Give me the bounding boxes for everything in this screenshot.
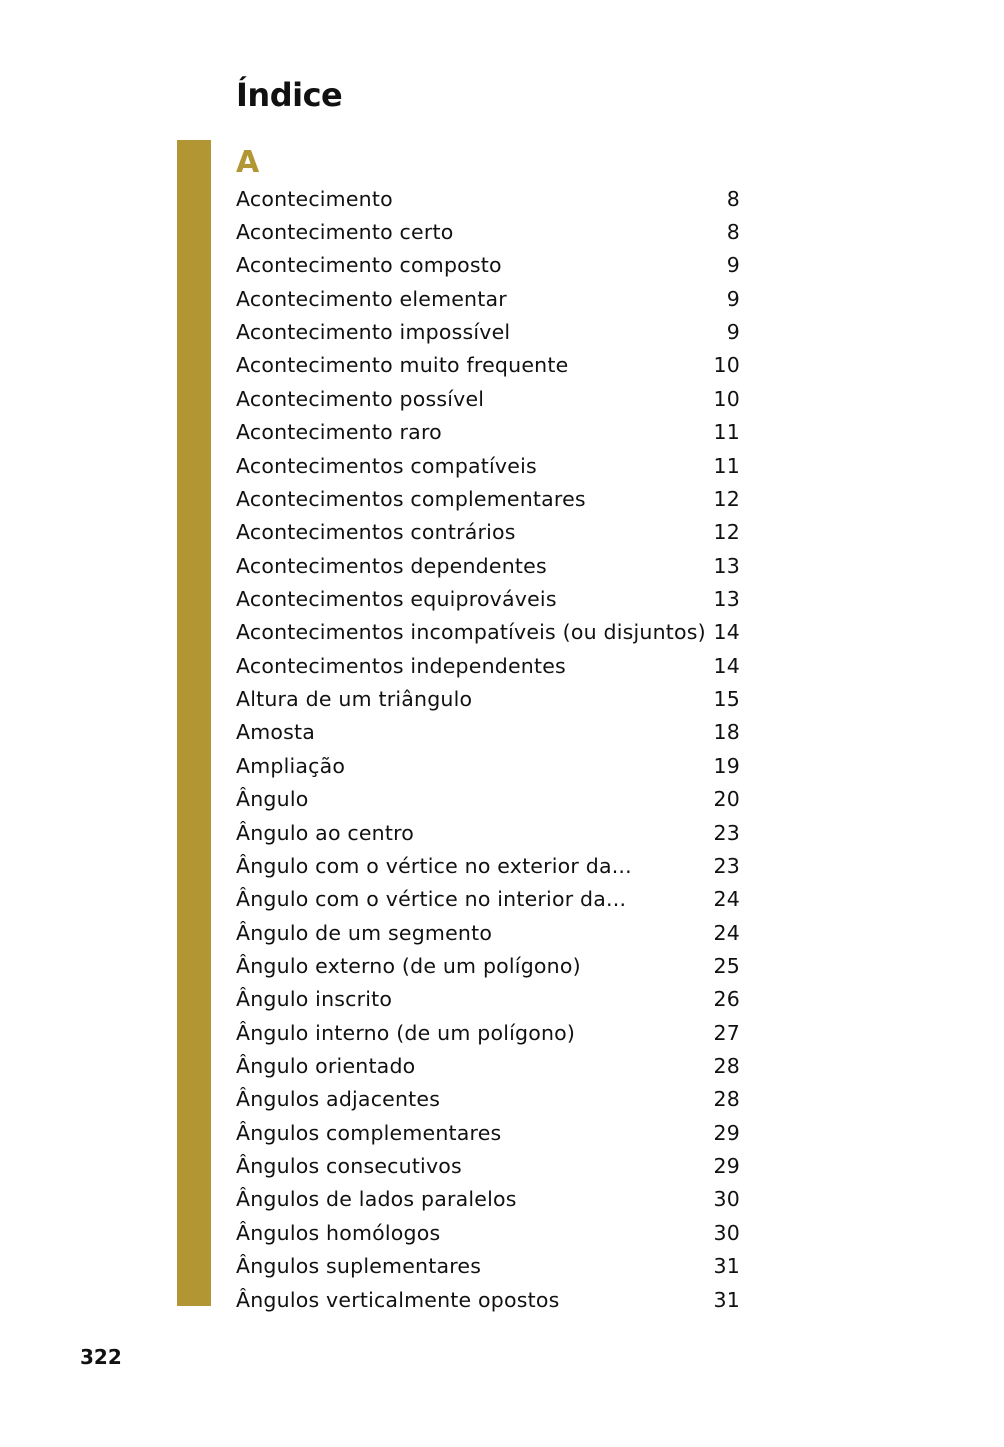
index-entry[interactable] <box>236 582 740 615</box>
entry-term: Acontecimentos incompatíveis (ou disjuntos) <box>236 620 706 645</box>
index-entry[interactable] <box>236 215 740 248</box>
entry-term: Ampliação <box>236 753 346 778</box>
index-entry[interactable] <box>236 1116 740 1149</box>
index-entry[interactable] <box>236 949 740 982</box>
section-accent-bar <box>177 140 211 1306</box>
entry-term: Acontecimento certo <box>236 220 454 245</box>
entry-page-number: 14 <box>713 653 740 678</box>
index-entry[interactable] <box>236 883 740 916</box>
entry-page-number: 13 <box>713 553 740 578</box>
entry-term: Ângulos adjacentes <box>236 1087 441 1112</box>
entry-term: Acontecimentos contrários <box>236 520 516 545</box>
entry-page-number: 26 <box>713 987 740 1012</box>
entry-page-number: 27 <box>713 1020 740 1045</box>
entry-term: Ângulo ao centro <box>236 820 415 845</box>
entry-page-number: 10 <box>713 386 740 411</box>
index-entry[interactable] <box>236 682 740 715</box>
entry-term: Acontecimento muito frequente <box>236 353 569 378</box>
entry-page-number: 8 <box>726 220 740 245</box>
entry-term: Ângulos verticalmente opostos <box>236 1287 560 1312</box>
entry-page-number: 25 <box>713 953 740 978</box>
entry-page-number: 30 <box>713 1187 740 1212</box>
index-entry[interactable] <box>236 716 740 749</box>
index-entry[interactable] <box>236 282 740 315</box>
entry-page-number: 24 <box>713 887 740 912</box>
entry-term: Ângulos complementares <box>236 1120 502 1145</box>
entry-term: Ângulo orientado <box>236 1054 416 1079</box>
index-entry[interactable] <box>236 1016 740 1049</box>
index-entry[interactable] <box>236 983 740 1016</box>
entry-term: Ângulo <box>236 787 309 812</box>
entry-page-number: 28 <box>713 1087 740 1112</box>
entry-page-number: 29 <box>713 1154 740 1179</box>
entry-term: Amosta <box>236 720 316 745</box>
index-entry[interactable] <box>236 449 740 482</box>
entry-page-number: 12 <box>713 520 740 545</box>
index-entry[interactable] <box>236 315 740 348</box>
entry-term: Acontecimentos independentes <box>236 653 566 678</box>
entry-term: Ângulos homólogos <box>236 1220 441 1245</box>
entry-page-number: 9 <box>726 253 740 278</box>
section-letter: A <box>236 145 260 180</box>
index-entry[interactable] <box>236 916 740 949</box>
entry-page-number: 20 <box>713 787 740 812</box>
index-entry[interactable] <box>236 249 740 282</box>
index-entry[interactable] <box>236 1250 740 1283</box>
entry-page-number: 31 <box>713 1254 740 1279</box>
index-list <box>236 182 740 1316</box>
index-entry[interactable] <box>236 616 740 649</box>
entry-page-number: 28 <box>713 1054 740 1079</box>
entry-page-number: 24 <box>713 920 740 945</box>
entry-term: Acontecimentos complementares <box>236 486 586 511</box>
entry-page-number: 14 <box>713 620 740 645</box>
index-entry[interactable] <box>236 416 740 449</box>
entry-page-number: 30 <box>713 1220 740 1245</box>
index-entry[interactable] <box>236 516 740 549</box>
entry-term: Ângulos suplementares <box>236 1254 482 1279</box>
entry-term: Ângulo inscrito <box>236 987 393 1012</box>
page-number: 322 <box>80 1345 122 1369</box>
entry-page-number: 12 <box>713 486 740 511</box>
entry-term: Acontecimento <box>236 186 393 211</box>
index-entry[interactable] <box>236 816 740 849</box>
index-entry[interactable] <box>236 1283 740 1316</box>
entry-term: Acontecimentos dependentes <box>236 553 547 578</box>
page-title: Índice <box>236 76 343 114</box>
entry-page-number: 18 <box>713 720 740 745</box>
entry-term: Ângulo interno (de um polígono) <box>236 1020 576 1045</box>
entry-page-number: 8 <box>726 186 740 211</box>
index-entry[interactable] <box>236 1049 740 1082</box>
index-entry[interactable] <box>236 782 740 815</box>
entry-term: Acontecimentos equiprováveis <box>236 586 557 611</box>
entry-page-number: 9 <box>726 286 740 311</box>
entry-page-number: 9 <box>726 320 740 345</box>
index-entry[interactable] <box>236 349 740 382</box>
entry-page-number: 11 <box>713 453 740 478</box>
entry-page-number: 15 <box>713 687 740 712</box>
index-entry[interactable] <box>236 1183 740 1216</box>
entry-page-number: 19 <box>713 753 740 778</box>
entry-term: Acontecimento elementar <box>236 286 507 311</box>
entry-page-number: 23 <box>713 820 740 845</box>
entry-term: Acontecimentos compatíveis <box>236 453 537 478</box>
entry-term: Ângulos consecutivos <box>236 1154 462 1179</box>
index-entry[interactable] <box>236 1149 740 1182</box>
entry-term: Acontecimento possível <box>236 386 485 411</box>
entry-term: Acontecimento raro <box>236 420 442 445</box>
entry-page-number: 29 <box>713 1120 740 1145</box>
entry-term: Ângulo com o vértice no exterior da... <box>236 853 632 878</box>
entry-term: Altura de um triângulo <box>236 687 473 712</box>
index-entry[interactable] <box>236 549 740 582</box>
entry-term: Ângulo de um segmento <box>236 920 493 945</box>
index-entry[interactable] <box>236 1216 740 1249</box>
entry-page-number: 10 <box>713 353 740 378</box>
entry-page-number: 13 <box>713 586 740 611</box>
entry-page-number: 11 <box>713 420 740 445</box>
index-entry[interactable] <box>236 649 740 682</box>
index-entry[interactable] <box>236 482 740 515</box>
index-entry[interactable] <box>236 182 740 215</box>
index-entry[interactable] <box>236 1083 740 1116</box>
index-entry[interactable] <box>236 849 740 882</box>
entry-page-number: 31 <box>713 1287 740 1312</box>
entry-page-number: 23 <box>713 853 740 878</box>
index-entry[interactable] <box>236 749 740 782</box>
entry-term: Ângulo externo (de um polígono) <box>236 953 581 978</box>
entry-term: Ângulos de lados paralelos <box>236 1187 517 1212</box>
index-entry[interactable] <box>236 382 740 415</box>
entry-term: Acontecimento impossível <box>236 320 511 345</box>
entry-term: Ângulo com o vértice no interior da... <box>236 887 627 912</box>
entry-term: Acontecimento composto <box>236 253 502 278</box>
